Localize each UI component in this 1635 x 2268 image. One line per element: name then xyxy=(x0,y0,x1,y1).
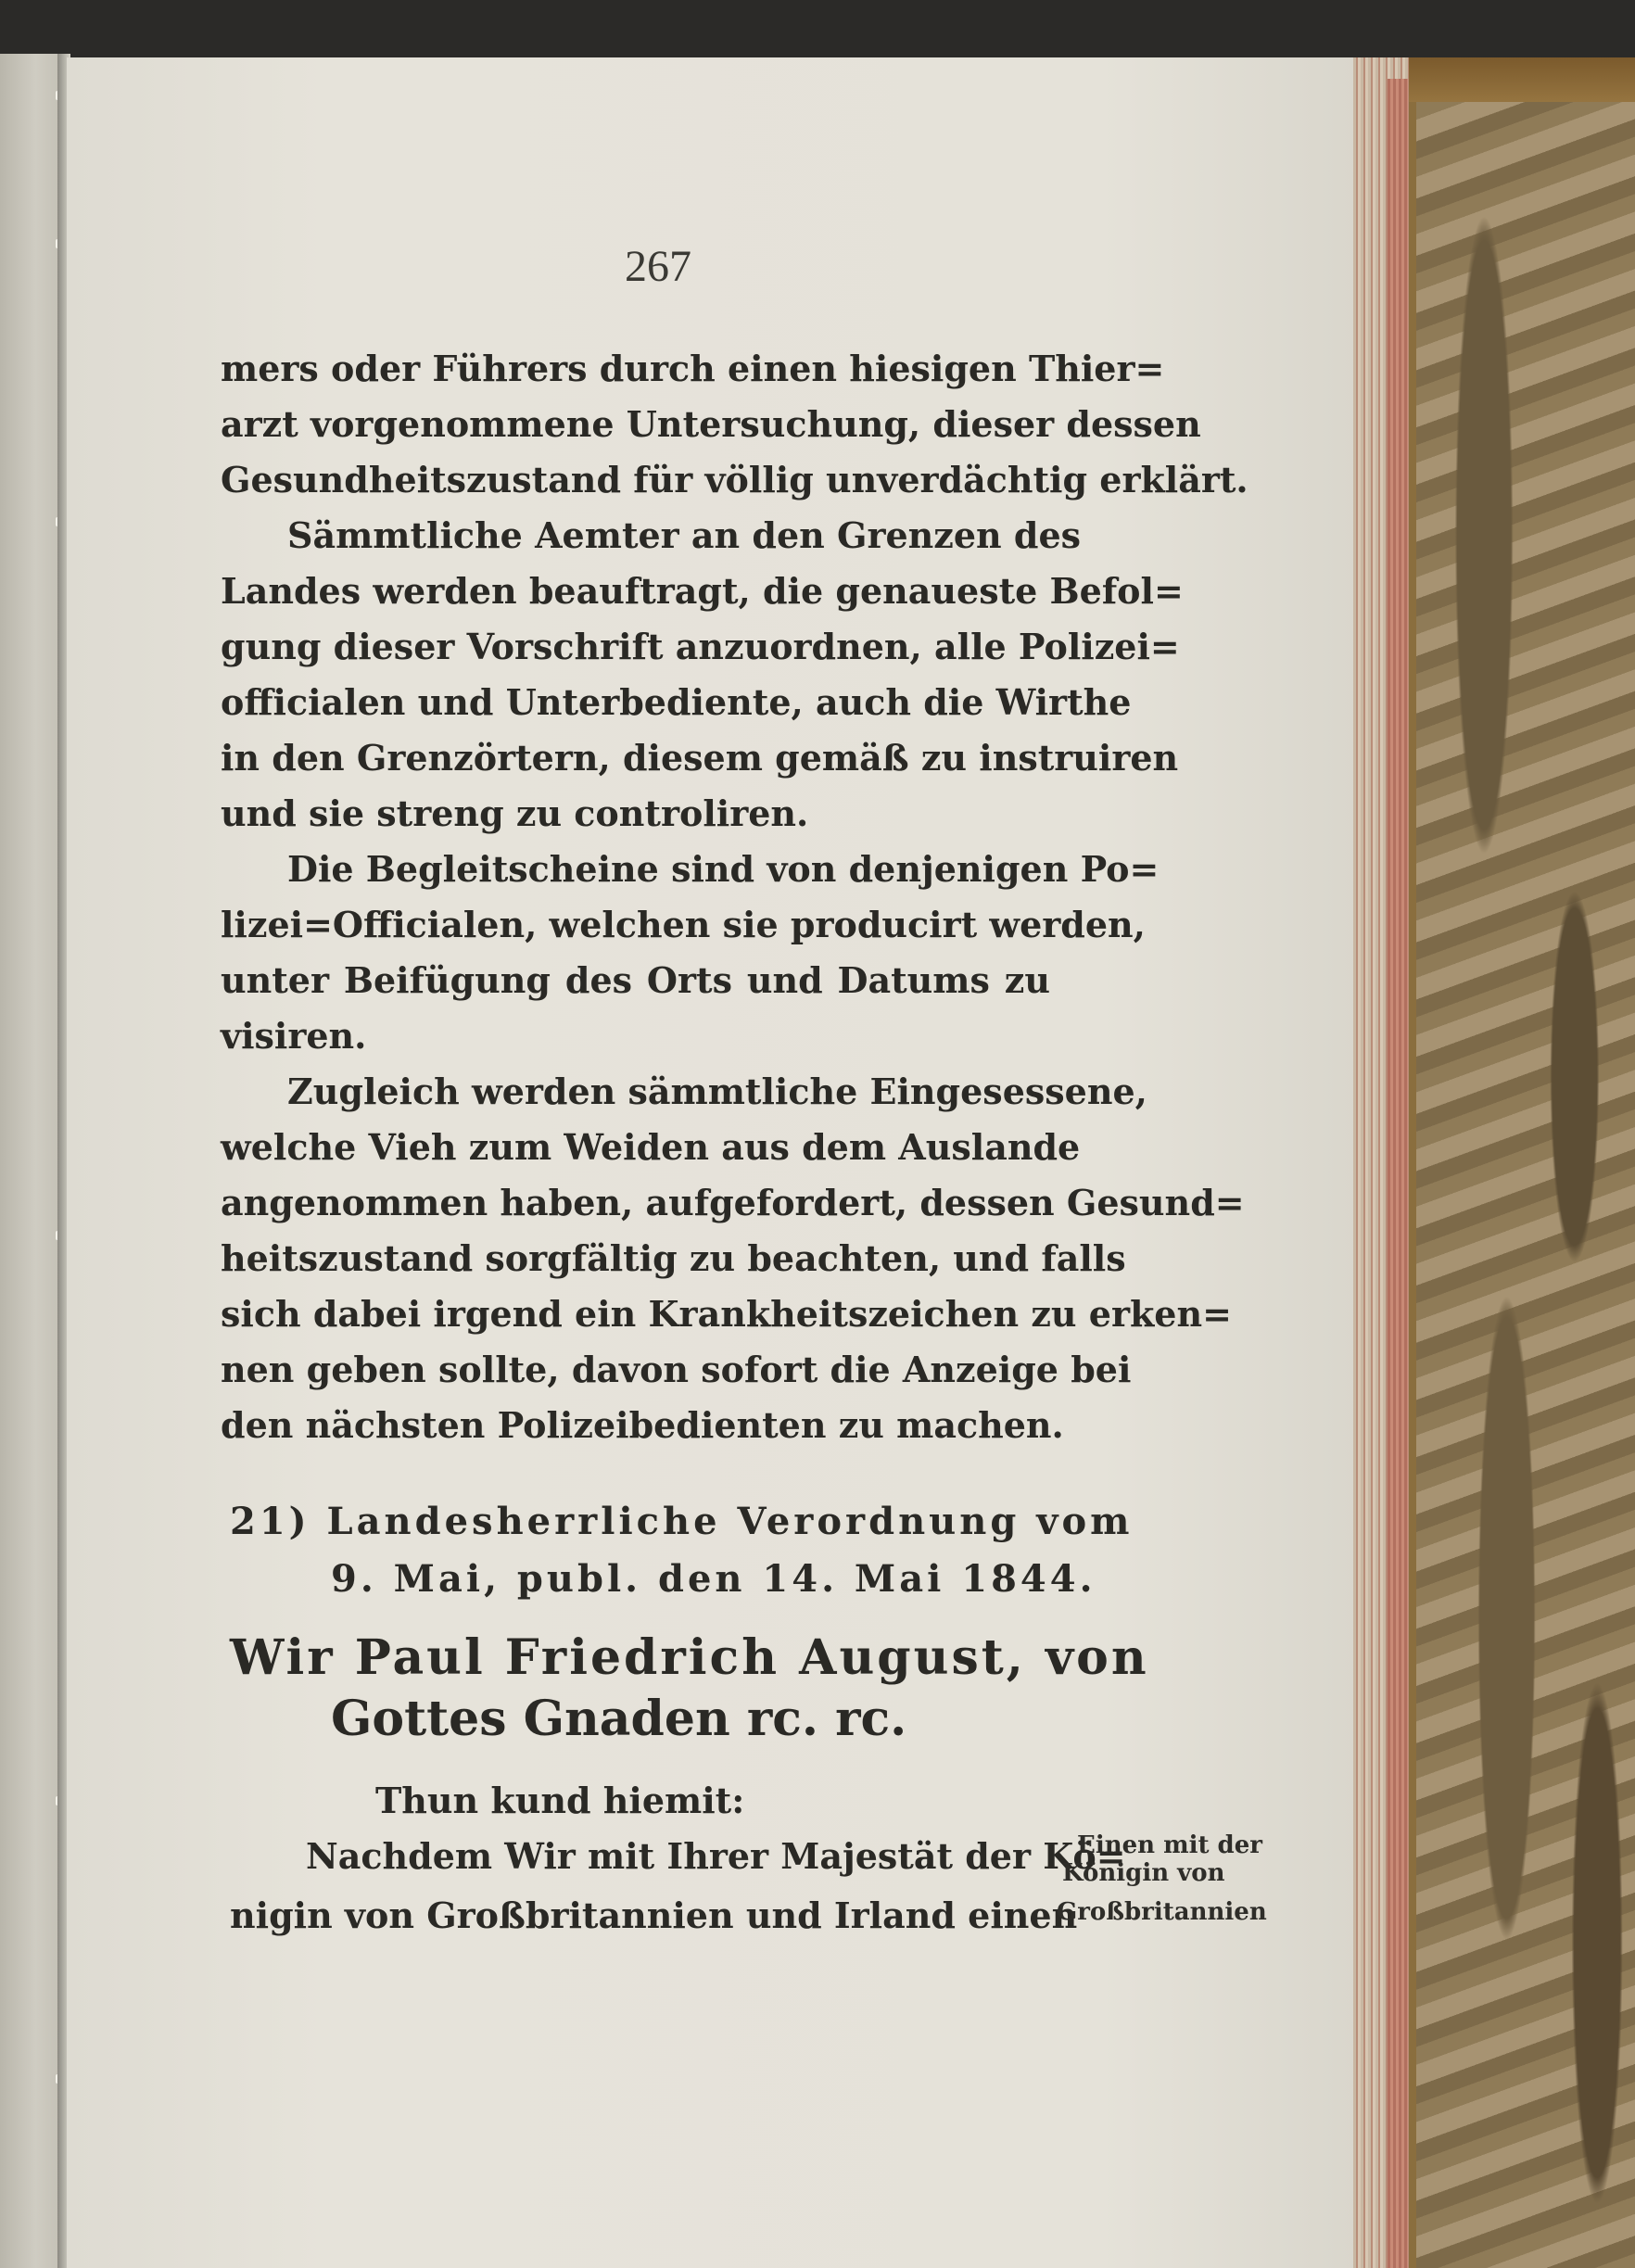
page-number: 267 xyxy=(625,242,691,291)
text-line: in den Grenzörtern, diesem gemäß zu instruiren xyxy=(221,737,1179,779)
text-line: arzt vorgenommene Untersuchung, dieser dessen xyxy=(221,403,1201,445)
decree-title-continued: Gottes Gnaden rc. rc. xyxy=(331,1691,907,1747)
margin-note-line: Großbritannien xyxy=(1057,1898,1267,1926)
text-line: heitszustand sorgfältig zu beachten, und falls xyxy=(221,1237,1126,1279)
text-line: Landes werden beauftragt, die genaueste Befol= xyxy=(221,570,1184,612)
margin-note-line: Königin von xyxy=(1062,1859,1225,1887)
text-line: lizei=Officialen, welchen sie producirt werden, xyxy=(221,904,1146,945)
text-line: Sämmtliche Aemter an den Grenzen des xyxy=(287,514,1082,556)
text-line: angenommen haben, aufgefordert, dessen Gesund= xyxy=(221,1182,1245,1223)
text-line: officialen und Unterbediente, auch die Wirthe xyxy=(221,681,1132,723)
text-line: gung dieser Vorschrift anzuordnen, alle Polizei= xyxy=(221,626,1180,667)
text-line: Nachdem Wir mit Ihrer Majestät der Kö= xyxy=(306,1835,1126,1877)
decree-title: Wir Paul Friedrich August, von xyxy=(230,1629,1149,1686)
margin-note-line: Einen mit der xyxy=(1077,1831,1262,1859)
text-line: und sie streng zu controliren. xyxy=(221,792,809,834)
text-line: visiren. xyxy=(221,1015,367,1057)
section-heading: 21) Landesherrliche Verordnung vom xyxy=(230,1500,1134,1543)
text-line: Die Begleitscheine sind von denjenigen Po= xyxy=(287,848,1160,890)
text-line: welche Vieh zum Weiden aus dem Auslande xyxy=(221,1126,1081,1168)
text-line: mers oder Führers durch einen hiesigen Thier= xyxy=(221,348,1165,389)
text-line: Gesundheitszustand für völlig unverdächtig erklärt. xyxy=(221,459,1248,500)
text-line: den nächsten Polizeibedienten zu machen. xyxy=(221,1404,1064,1446)
text-line: Zugleich werden sämmtliche Eingesessene, xyxy=(287,1071,1147,1112)
text-line: sich dabei irgend ein Krankheitszeichen zu erken= xyxy=(221,1293,1232,1335)
proclamation-line: Thun kund hiemit: xyxy=(375,1780,745,1821)
text-line: unter Beifügung des Orts und Datums zu xyxy=(221,959,1050,1001)
section-heading-date: 9. Mai, publ. den 14. Mai 1844. xyxy=(331,1557,1096,1601)
text-line: nen geben sollte, davon sofort die Anzeige bei xyxy=(221,1349,1132,1390)
text-line: nigin von Großbritannien und Irland einen xyxy=(230,1894,1078,1936)
